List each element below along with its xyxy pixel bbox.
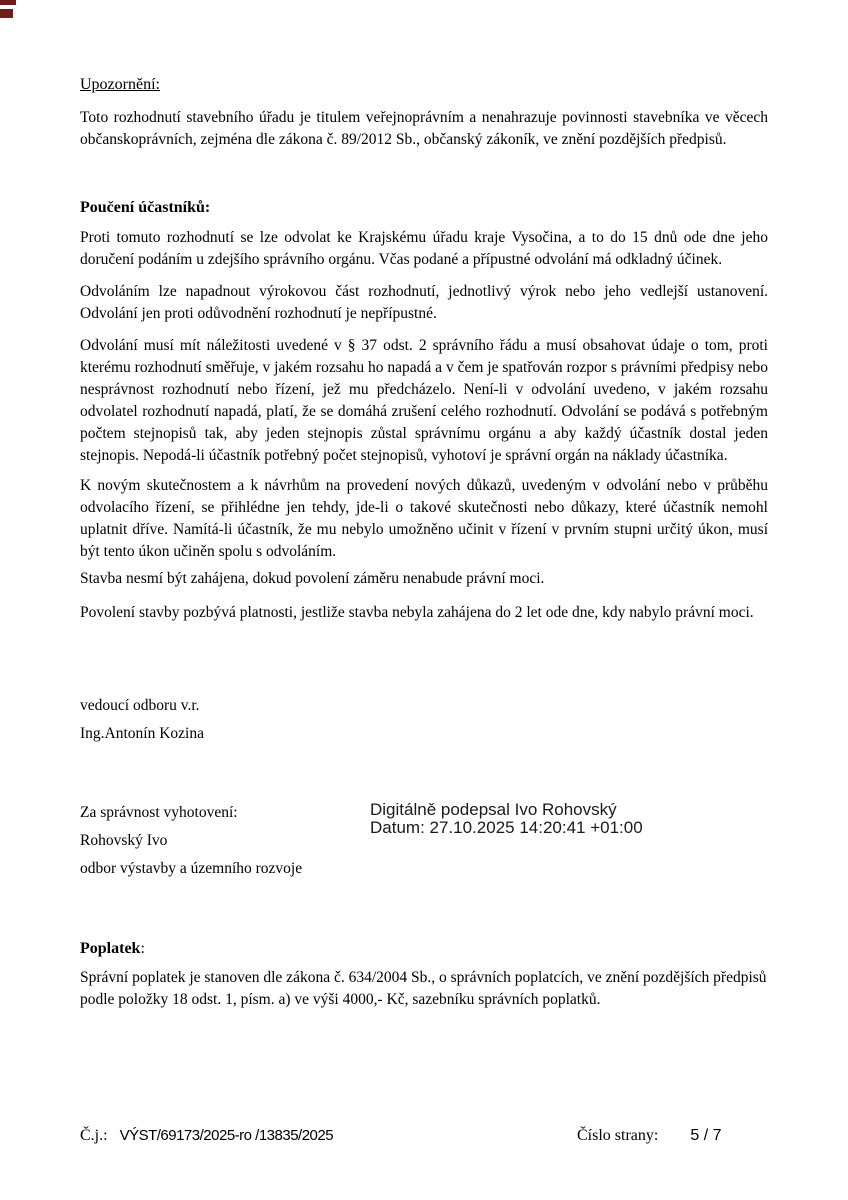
notice-heading: Upozornění:: [80, 76, 160, 93]
red-stamp-mark: [0, 0, 16, 5]
footer-reference: [80, 1127, 333, 1145]
advice-paragraph: Povolení stavby pozbývá platnosti, jestliže stavba nebyla zahájena do 2 let ode dne, kdy nabylo právní moci.: [80, 604, 754, 621]
verified-by-name: Rohovský Ivo: [80, 832, 168, 849]
official-name: Ing.Antonín Kozina: [80, 725, 204, 742]
notice-paragraph: Toto rozhodnutí stavebního úřadu je titulem veřejnoprávním a nenahrazuje povinnosti stavebníka ve věcech občanskoprávních, zejména dle zákona č. 89/2012 Sb., občanský zákoník, ve znění pozdějších předpisů.: [80, 109, 768, 148]
digital-signature-line1: Digitálně podepsal Ivo Rohovský: [370, 800, 617, 819]
digital-signature-line2: Datum: 27.10.2025 14:20:41 +01:00: [370, 818, 643, 837]
red-stamp-mark: [0, 9, 13, 18]
fee-paragraph: Správní poplatek je stanoven dle zákona č. 634/2004 Sb., o správních poplatcích, ve znění pozdějších předpisů podle položky 18 odst. 1, písm. a) ve výši 4000,- Kč, sazebníku správních poplatků.: [80, 969, 767, 1008]
footer-ref-number: VÝST/69173/2025-ro /13835/2025: [119, 1127, 334, 1144]
footer-ref-label: Č.j.:: [80, 1127, 108, 1144]
department-name: odbor výstavby a územního rozvoje: [80, 860, 303, 877]
fee-heading-word: Poplatek: [80, 940, 141, 957]
footer-page-number: 5 / 7: [690, 1127, 722, 1144]
advice-paragraph: Odvoláním lze napadnout výrokovou část rozhodnutí, jednotlivý výrok nebo jeho vedlejší ustanovení. Odvolání jen proti odůvodnění rozhodnutí je nepřípustné.: [80, 283, 768, 322]
advice-paragraph: K novým skutečnostem a k návrhům na provedení nových důkazů, uvedeným v odvolání nebo v průběhu odvolacího řízení, se přihlédne jen tehdy, jde-li o takové skutečnosti nebo důkazy, které účastník nemohl uplatnit dříve. Namítá-li účastník, že mu nebylo umožněno učinit v řízení v prvním stupni určitý úkon, musí být tento úkon učiněn spolu s odvoláním.: [80, 477, 768, 560]
advice-heading: Poučení účastníků:: [80, 199, 211, 216]
fee-heading-colon: :: [140, 940, 145, 957]
verification-label: Za správnost vyhotovení:: [80, 804, 238, 821]
advice-paragraph: Odvolání musí mít náležitosti uvedené v § 37 odst. 2 správního řádu a musí obsahovat údaje o tom, proti kterému rozhodnutí směřuje, v jakém rozsahu ho napadá a v čem je spatřován rozpor s právními předpisy nebo nesprávnost rozhodnutí nebo řízení, jež mu předcházelo. Není-li v odvolání uvedeno, v jakém rozsahu odvolatel rozhodnutí napadá, platí, že se domáhá zrušení celého rozhodnutí. Odvolání se podává s potřebným počtem stejnopisů tak, aby jeden stejnopis zůstal správnímu orgánu a aby každý účastník dostal jeden stejnopis. Nepodá-li účastník potřebný počet stejnopisů, vyhotoví je správní orgán na náklady účastníka.: [80, 337, 768, 464]
official-title: vedoucí odboru v.r.: [80, 697, 200, 714]
digital-signature-stamp: [370, 801, 643, 837]
advice-paragraph: Stavba nesmí být zahájena, dokud povolení záměru nenabude právní moci.: [80, 570, 545, 587]
footer-page-label: Číslo strany:: [577, 1127, 659, 1144]
fee-heading: [80, 940, 145, 958]
advice-paragraph: Proti tomuto rozhodnutí se lze odvolat ke Krajskému úřadu kraje Vysočina, a to do 15 dnů ode dne jeho doručení podáním u zdejšího správního orgánu. Včas podané a přípustné odvolání má odkladný účinek.: [80, 229, 768, 268]
footer-page-info: [577, 1127, 721, 1145]
